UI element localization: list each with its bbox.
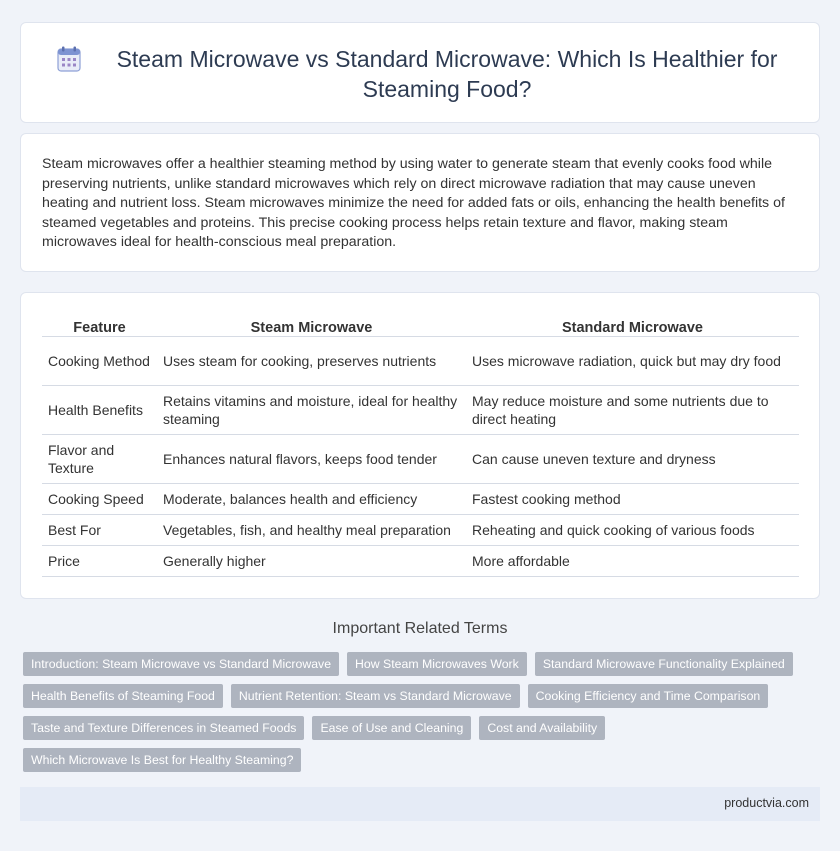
column-header-feature: Feature	[42, 315, 157, 337]
related-term-tag[interactable]: Introduction: Steam Microwave vs Standard Microwave	[23, 652, 339, 676]
feature-cell: Cooking Speed	[42, 484, 157, 515]
feature-cell: Price	[42, 546, 157, 577]
column-header-steam: Steam Microwave	[157, 315, 466, 337]
tag-row	[23, 748, 813, 780]
tag-row	[23, 684, 813, 716]
feature-cell: Best For	[42, 515, 157, 546]
steam-cell: Enhances natural flavors, keeps food tender	[157, 435, 466, 484]
steam-cell: Vegetables, fish, and healthy meal preparation	[157, 515, 466, 546]
steam-cell: Generally higher	[157, 546, 466, 577]
related-term-tag[interactable]: Taste and Texture Differences in Steamed Foods	[23, 716, 304, 740]
table-row	[42, 337, 799, 386]
summary-text: Steam microwaves offer a healthier steaming method by using water to generate steam that evenly cooks food while preserving nutrients, unlike standard microwaves which rely on direct microwave radiation that may cause uneven heating and nutrient loss. Steam microwaves minimize the need for added fats or oils, enhancing the health benefits of steamed vegetables and proteins. This precise cooking process helps retain texture and flavor, making steam microwaves ideal for health-conscious meal preparation.	[42, 156, 785, 251]
feature-cell: Flavor and Texture	[42, 435, 157, 484]
related-term-tag[interactable]: Which Microwave Is Best for Healthy Steaming?	[23, 748, 301, 772]
summary-card	[20, 133, 820, 272]
related-terms-list	[23, 652, 813, 780]
tag-row	[23, 652, 813, 684]
steam-cell: Uses steam for cooking, preserves nutrients	[157, 337, 466, 386]
calendar-icon	[57, 46, 81, 72]
steam-cell: Retains vitamins and moisture, ideal for healthy steaming	[157, 386, 466, 435]
feature-cell: Cooking Method	[42, 337, 157, 386]
related-term-tag[interactable]: Cooking Efficiency and Time Comparison	[528, 684, 769, 708]
comparison-table	[42, 315, 799, 577]
footer-site-name: productvia.com	[724, 796, 809, 810]
steam-cell: Moderate, balances health and efficiency	[157, 484, 466, 515]
standard-cell: Uses microwave radiation, quick but may dry food	[466, 337, 799, 386]
standard-cell: More affordable	[466, 546, 799, 577]
standard-cell: May reduce moisture and some nutrients due to direct heating	[466, 386, 799, 435]
related-term-tag[interactable]: Nutrient Retention: Steam vs Standard Microwave	[231, 684, 520, 708]
table-row	[42, 435, 799, 484]
table-row	[42, 515, 799, 546]
footer	[20, 787, 820, 821]
table-row	[42, 386, 799, 435]
standard-cell: Fastest cooking method	[466, 484, 799, 515]
standard-cell: Reheating and quick cooking of various foods	[466, 515, 799, 546]
table-row	[42, 546, 799, 577]
tag-row	[23, 716, 813, 748]
related-term-tag[interactable]: How Steam Microwaves Work	[347, 652, 527, 676]
related-term-tag[interactable]: Standard Microwave Functionality Explained	[535, 652, 793, 676]
feature-cell: Health Benefits	[42, 386, 157, 435]
table-header-row	[42, 315, 799, 337]
comparison-card	[20, 292, 820, 599]
table-row	[42, 484, 799, 515]
page-title: Steam Microwave vs Standard Microwave: Which Is Healthier for Steaming Food?	[116, 46, 778, 102]
related-term-tag[interactable]: Cost and Availability	[479, 716, 605, 740]
title-card	[20, 22, 820, 123]
column-header-standard: Standard Microwave	[466, 315, 799, 337]
standard-cell: Can cause uneven texture and dryness	[466, 435, 799, 484]
related-term-tag[interactable]: Health Benefits of Steaming Food	[23, 684, 223, 708]
related-term-tag[interactable]: Ease of Use and Cleaning	[312, 716, 471, 740]
related-terms-title: Important Related Terms	[332, 620, 508, 637]
